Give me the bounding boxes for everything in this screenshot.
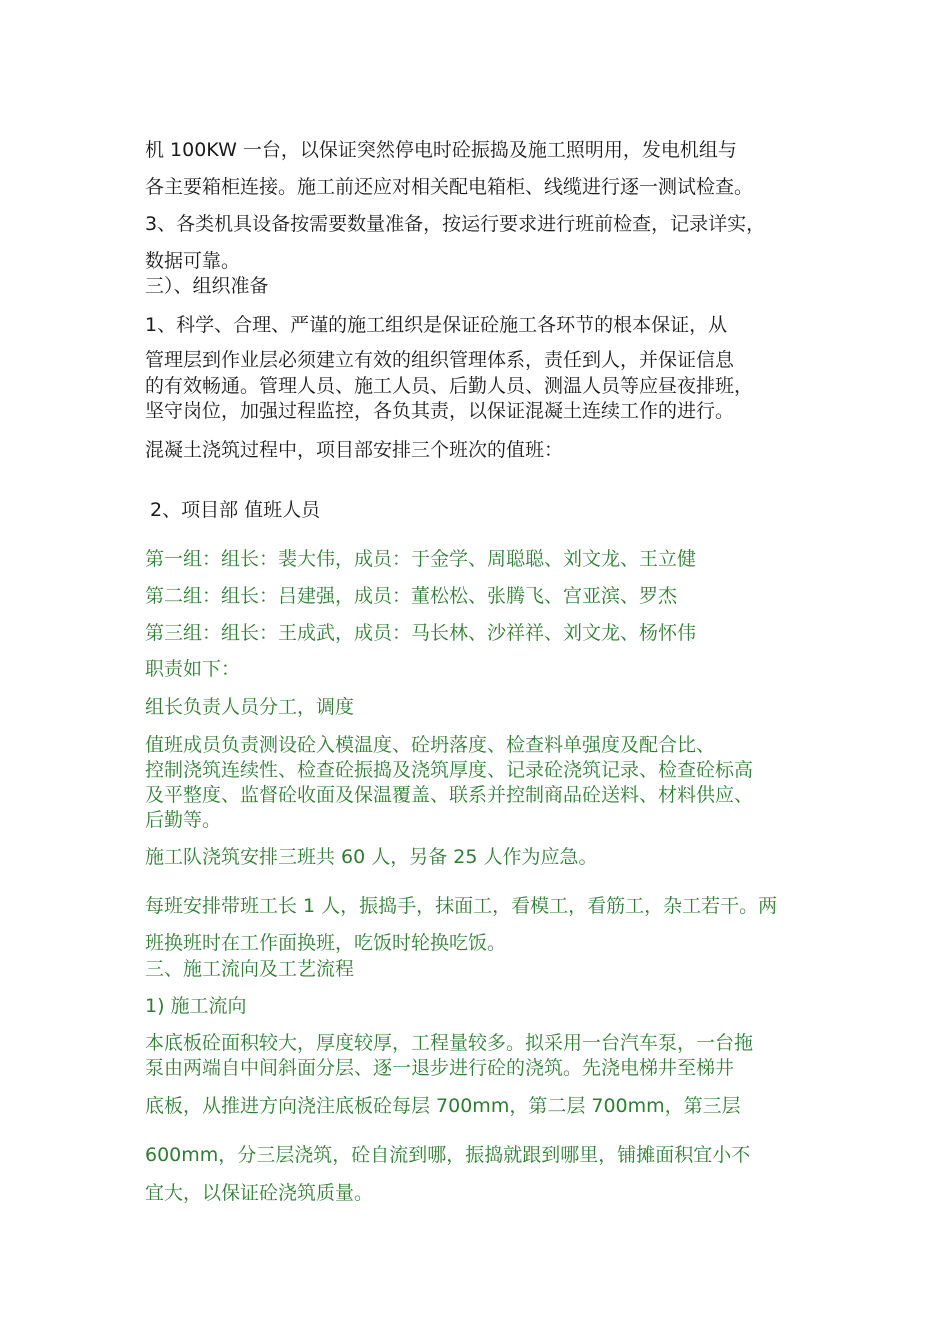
section-heading: 三、施工流向及工艺流程: [145, 958, 355, 980]
paragraph-line: 控制浇筑连续性、检查砼振捣及浇筑厚度、记录砼浇筑记录、检查砼标高: [145, 759, 754, 781]
paragraph-line: 后勤等。: [145, 809, 222, 831]
paragraph-line: 底板，从推进方向浇注底板砼每层 700mm，第二层 700mm，第三层: [145, 1095, 741, 1117]
subheading: 1) 施工流向: [145, 995, 247, 1017]
paragraph-line: 数据可靠。: [145, 250, 241, 272]
duty-group-line: 第二组：组长：吕建强，成员：董松松、张腾飞、宫亚滨、罗杰: [145, 585, 678, 607]
duty-group-line: 第一组：组长：裴大伟，成员：于金学、周聪聪、刘文龙、王立健: [145, 548, 697, 570]
paragraph-line: 600mm，分三层浇筑，砼自流到哪，振捣就跟到哪里，铺摊面积宜小不: [145, 1144, 751, 1166]
paragraph-line: 坚守岗位，加强过程监控，各负其责，以保证混凝土连续工作的进行。: [145, 400, 735, 422]
duty-group-line: 第三组：组长：王成武，成员：马长林、沙祥祥、刘文龙、杨怀伟: [145, 622, 697, 644]
paragraph-line: 机 100KW 一台，以保证突然停电时砼振捣及施工照明用，发电机组与: [145, 139, 737, 161]
section-heading: 三）、组织准备: [145, 275, 269, 297]
paragraph-line: 每班安排带班工长 1 人，振捣手，抹面工，看模工，看筋工，杂工若干。两: [145, 895, 778, 917]
paragraph-line: 1、科学、合理、严谨的施工组织是保证砼施工各环节的根本保证，从: [145, 314, 728, 336]
paragraph-line: 3、各类机具设备按需要数量准备，按运行要求进行班前检查，记录详实，: [145, 213, 766, 235]
paragraph-line: 混凝土浇筑过程中，项目部安排三个班次的值班：: [145, 439, 564, 461]
paragraph-line: 组长负责人员分工，调度: [145, 696, 355, 718]
paragraph-line: 泵由两端自中间斜面分层、逐一退步进行砼的浇筑。先浇电梯井至梯井: [145, 1057, 735, 1079]
paragraph-line: 管理层到作业层必须建立有效的组织管理体系，责任到人，并保证信息: [145, 349, 735, 371]
paragraph-line: 班换班时在工作面换班，吃饭时轮换吃饭。: [145, 932, 507, 954]
paragraph-line: 职责如下：: [145, 658, 241, 680]
paragraph-line: 的有效畅通。管理人员、施工人员、后勤人员、测温人员等应昼夜排班，: [145, 375, 754, 397]
paragraph-line: 值班成员负责测设砼入模温度、砼坍落度、检查料单强度及配合比、: [145, 734, 716, 756]
paragraph-line: 宜大，以保证砼浇筑质量。: [145, 1182, 374, 1204]
paragraph-line: 及平整度、监督砼收面及保温覆盖、联系并控制商品砼送料、材料供应、: [145, 784, 754, 806]
paragraph-line: 施工队浇筑安排三班共 60 人，另备 25 人作为应急。: [145, 846, 598, 868]
paragraph-line: 本底板砼面积较大，厚度较厚，工程量较多。拟采用一台汽车泵，一台拖: [145, 1032, 754, 1054]
subheading: 2、项目部 值班人员: [150, 499, 321, 521]
paragraph-line: 各主要箱柜连接。施工前还应对相关配电箱柜、线缆进行逐一测试检查。: [145, 176, 754, 198]
